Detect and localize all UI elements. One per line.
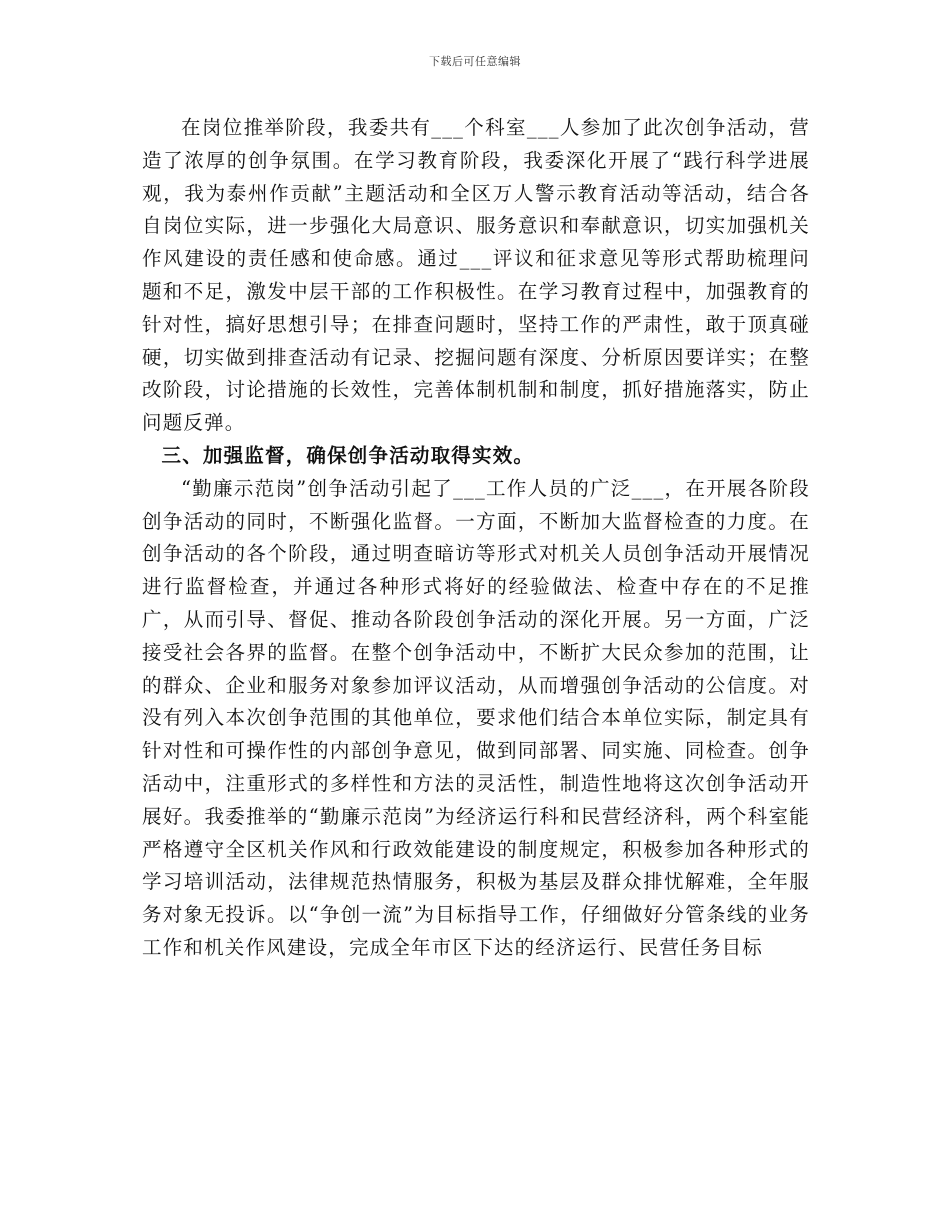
paragraph-post-recommendation: 在岗位推举阶段，我委共有___个科室___人参加了此次创争活动，营造了浓厚的创争氛围。在学习教育阶段，我委深化开展了“践行科学进展观，我为泰州作贡献”主题活动和全区万人警示教育活动等活动，结合各自岗位实际，进一步强化大局意识、服务意识和奉献意识，切实加强机关作风建设的责任感和使命感。通过___评议和征求意见等形式帮助梳理问题和不足，激发中层干部的工作积极性。在学习教育过程中，加强教育的针对性，搞好思想引导；在排查问题时，坚持工作的严肃性，敢于顶真碰硬，切实做到排查活动有记录、挖掘问题有深度、分析原因要详实；在整改阶段，讨论措施的长效性，完善体制机制和制度，抓好措施落实，防止问题反弹。 xyxy=(142,116,810,435)
paragraph-supervision: “勤廉示范岗”创争活动引起了___工作人员的广泛___，在开展各阶段创争活动的同时，不断强化监督。一方面，不断加大监督检查的力度。在创争活动的各个阶段，通过明查暗访等形式对机关人员创争活动开展情况进行监督检查，并通过各种形式将好的经验做法、检查中存在的不足推广，从而引导、督促、推动各阶段创争活动的深化开展。另一方面，广泛接受社会各界的监督。在整个创争活动中，不断扩大民众参加的范围，让的群众、企业和服务对象参加评议活动，从而增强创争活动的公信度。对没有列入本次创争范围的其他单位，要求他们结合本单位实际，制定具有针对性和可操作性的内部创争意见，做到同部署、同实施、同检查。创争活动中，注重形式的多样性和方法的灵活性，制造性地将这次创争活动开展好。我委推举的“勤廉示范岗”为经济运行科和民营经济科，两个科室能严格遵守全区机关作风和行政效能建设的制度规定，积极参加各种形式的学习培训活动，法律规范热情服务，积极为基层及群众排忧解难，全年服务对象无投诉。以“争创一流”为目标指导工作，仔细做好分管条线的业务工作和机关作风建设，完成全年市区下达的经济运行、民营任务目标 xyxy=(142,476,810,959)
section-heading-three: 三、加强监督，确保创争活动取得实效。 xyxy=(161,443,535,467)
page-header: 下载后可任意编辑 xyxy=(429,55,521,68)
document-body xyxy=(142,112,810,965)
